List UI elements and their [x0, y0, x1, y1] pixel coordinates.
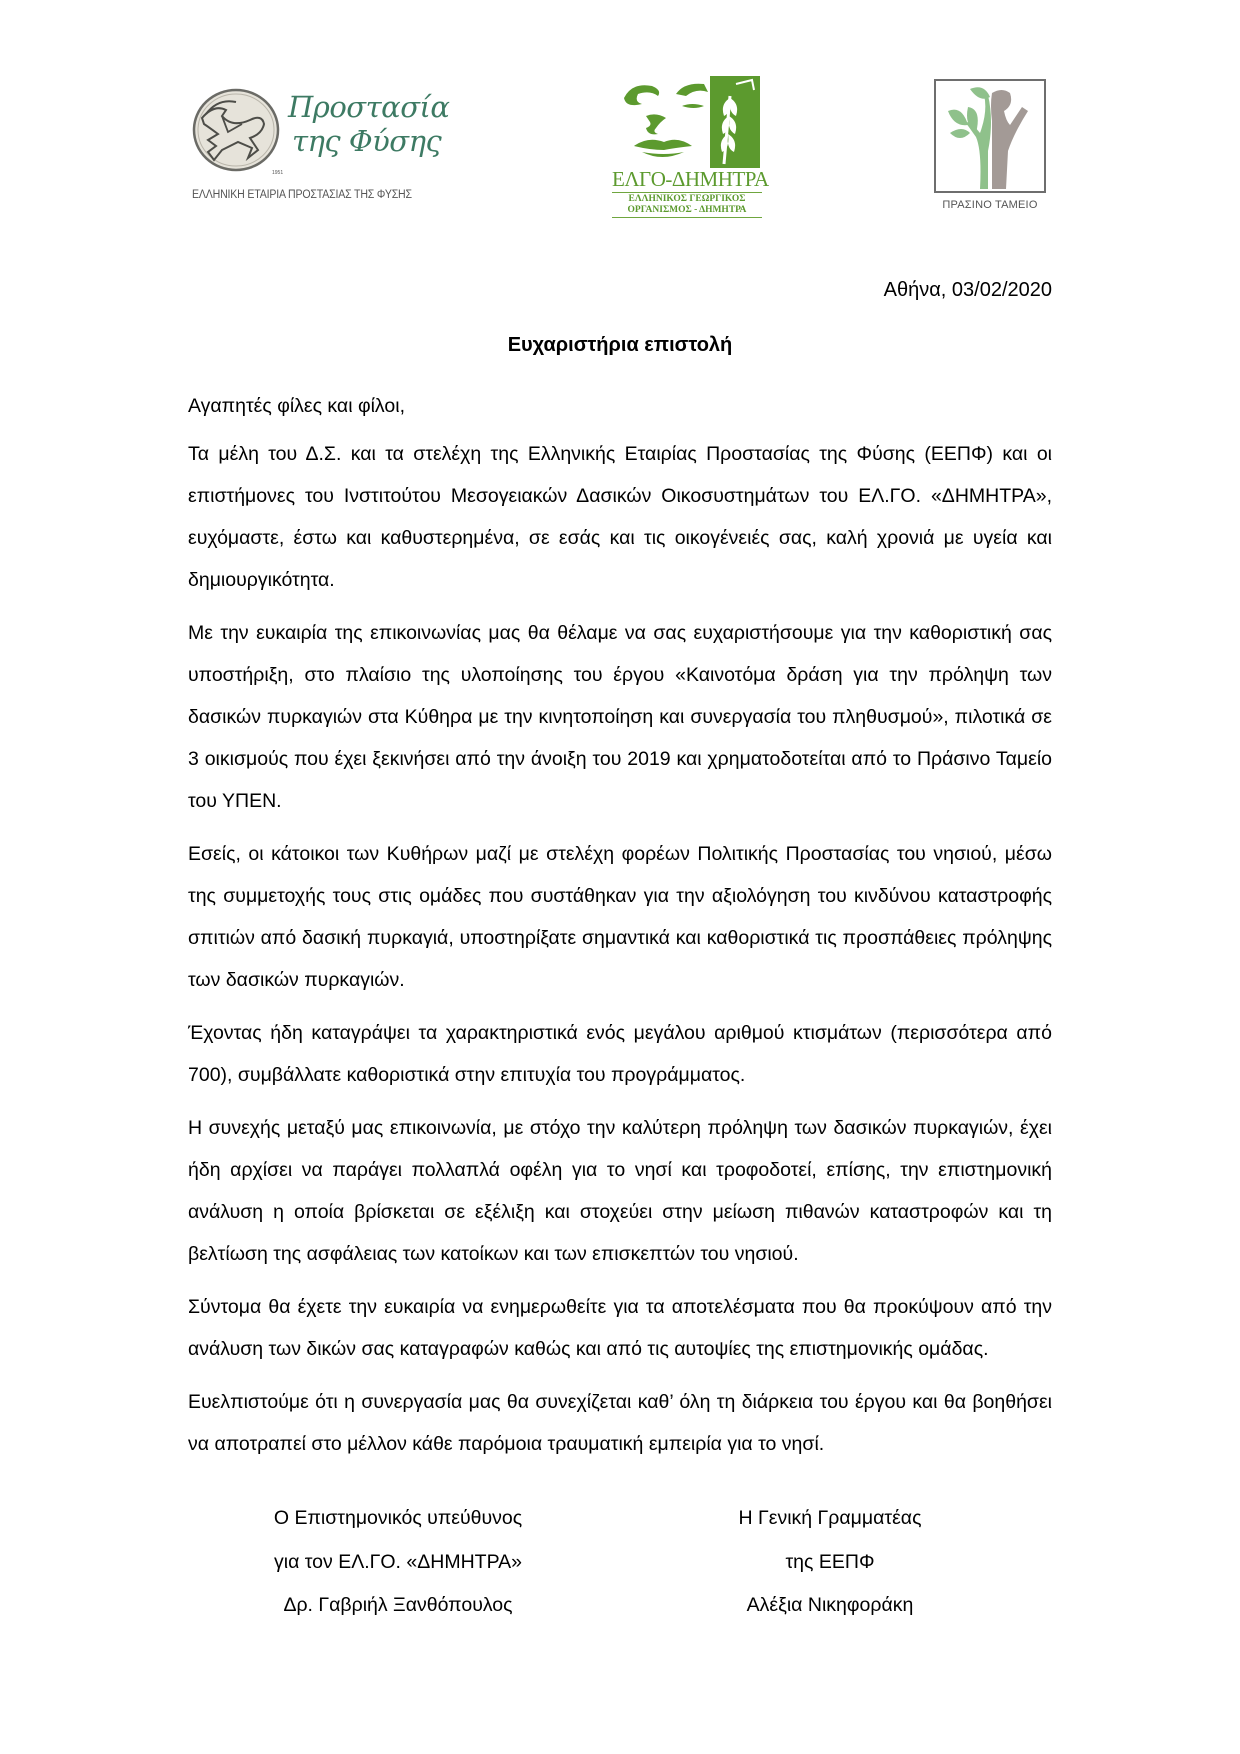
logo-green-fund-frame [934, 79, 1046, 193]
signature-role: Η Γενική Γραμματέας [738, 1507, 922, 1529]
paragraph-1: Τα μέλη του Δ.Σ. και τα στελέχη της Ελληνικής Εταιρίας Προστασίας της Φύσης (ΕΕΠΦ) και οι επιστήμονες του Ινστιτούτου Μεσογειακών Δασικών Οικοσυστημάτων του ΕΛ.ΓΟ. «ΔΗΜΗΤΡΑ», ευχόμαστε, έστω και καθυστερημένα, σε εσάς και τις οικογένειές σας, καλή χρονιά με υγεία και δημιουργικότητα. [188, 443, 1052, 591]
logo-eepf-title [288, 90, 449, 158]
letter-date: Αθήνα, 03/02/2020 [883, 279, 1052, 301]
demeter-face-wheat-icon [612, 76, 762, 168]
greeting: Αγαπητές φίλες και φίλοι, [188, 395, 405, 417]
letter-title: Ευχαριστήρια επιστολή [507, 334, 733, 356]
logo-elgo-sub-line2: ΟΡΓΑΝΙΣΜΟΣ - ΔΗΜΗΤΡΑ [627, 205, 747, 215]
paragraph-7: Ευελπιστούμε ότι η συνεργασία μας θα συνεχίζεται καθ’ όλη τη διάρκεια του έργου και θα βοηθήσει να αποτραπεί στο μέλλον κάθε παρόμοια τραυματική εμπειρία για το νησί. [188, 1391, 1052, 1455]
paragraph-6: Σύντομα θα έχετε την ευκαιρία να ενημερωθείτε για τα αποτελέσματα που θα προκύψουν από την ανάλυση των δικών σας καταγραφών καθώς και από τις αυτοψίες της επιστημονικής ομάδας. [188, 1296, 1052, 1360]
logo-elgo-dimitra [612, 76, 772, 216]
signature-organization: για τον ΕΛ.ΓΟ. «ΔΗΜΗΤΡΑ» [273, 1550, 522, 1573]
paragraph-5: Η συνεχής μεταξύ μας επικοινωνία, με στόχο την καλύτερη πρόληψη των δασικών πυρκαγιών, έχει ήδη αρχίσει να παράγει πολλαπλά οφέλη για το νησί και τροφοδοτεί, επίσης, την επιστημονική ανάλυση η οποία βρίσκεται σε εξέλιξη και στοχεύει στην μείωση πιθανών καταστροφών και τη βελτίωση της ασφάλειας των κατοίκων και των επισκεπτών του νησιού. [188, 1117, 1052, 1265]
signature-block-elgo [238, 1497, 558, 1628]
signature-organization: της ΕΕΠΦ [785, 1550, 875, 1573]
paragraph-3: Εσείς, οι κάτοικοι των Κυθήρων μαζί με στελέχη φορέων Πολιτικής Προστασίας του νησιού, μέσω της συμμετοχής τους στις ομάδες που συστάθηκαν για την αξιολόγηση του κινδύνου καταστροφής σπιτιών από δασική πυρκαγιά, υποστηρίξατε σημαντικά και καθοριστικά τις προσπάθειες πρόληψης των δασικών πυρκαγιών. [188, 843, 1052, 991]
ibex-coin-icon [192, 88, 280, 172]
signature-name: Αλέξια Νικηφοράκη [746, 1594, 914, 1616]
signature-role: Ο Επιστημονικός υπεύθυνος [273, 1507, 523, 1529]
logo-elgo-name: ΕΛΓΟ-ΔΗΜΗΤΡΑ [612, 167, 769, 191]
logo-eepf-title-line1: Προστασία [288, 90, 450, 124]
tree-icon [936, 81, 1044, 191]
logo-eepf [190, 86, 460, 206]
logo-green-fund-caption: ΠΡΑΣΙΝΟ ΤΑΜΕΙΟ [942, 199, 1038, 211]
signature-block-eepf [670, 1497, 990, 1628]
paragraph-4: Έχοντας ήδη καταγράψει τα χαρακτηριστικά ενός μεγάλου αριθμού κτισμάτων (περισσότερα από 700), συμβάλλατε καθοριστικά στην επιτυχία του προγράμματος. [188, 1022, 1052, 1086]
logo-elgo-rule-bottom [612, 217, 762, 218]
logo-eepf-caption: ΕΛΛΗΝΙΚΗ ΕΤΑΙΡΙΑ ΠΡΟΣΤΑΣΙΑΣ ΤΗΣ ΦΥΣΗΣ [192, 189, 412, 201]
logo-elgo-rule-top [612, 192, 762, 193]
paragraph-2: Με την ευκαιρία της επικοινωνίας μας θα θέλαμε να σας ευχαριστήσουμε για την καθοριστική σας υποστήριξη, στο πλαίσιο της υλοποίησης του έργου «Καινοτόμα δράση για την πρόληψη των δασικών πυρκαγιών στα Κύθηρα με την κινητοποίηση και συνεργασία του πληθυσμού», πιλοτικά σε 3 οικισμούς που έχει ξεκινήσει από την άνοιξη του 2019 και χρηματοδοτείται από το Πράσινο Ταμείο του ΥΠΕΝ. [188, 622, 1052, 812]
logo-eepf-year: 1951 [272, 170, 284, 176]
logo-elgo-sub-line1: ΕΛΛΗΝΙΚΟΣ ΓΕΩΡΓΙΚΟΣ [628, 194, 746, 204]
signature-name: Δρ. Γαβριήλ Ξανθόπουλος [283, 1594, 513, 1616]
logo-green-fund [934, 79, 1050, 219]
letter-body [188, 385, 1052, 1476]
logo-eepf-title-line2: της Φύσης [292, 124, 442, 158]
